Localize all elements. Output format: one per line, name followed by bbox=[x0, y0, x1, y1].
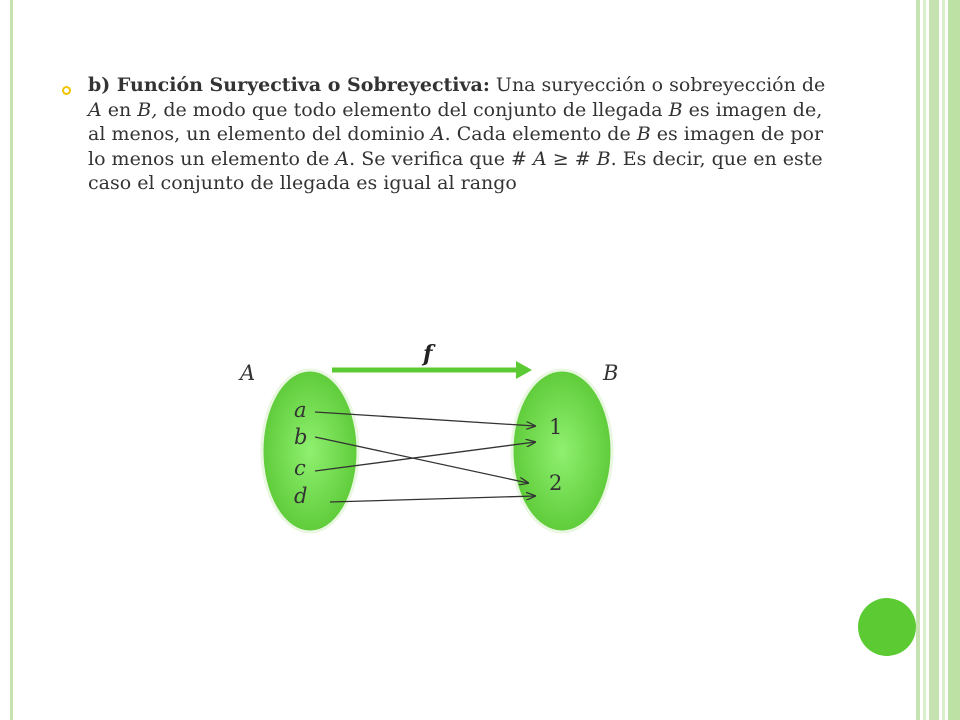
text-segment: # A ≥ # B bbox=[511, 147, 611, 170]
set-b-ellipse bbox=[512, 370, 612, 532]
text-segment: B, bbox=[137, 98, 158, 121]
set-b-label: B bbox=[603, 361, 619, 385]
text-segment: es imagen de por lo menos un elemento de bbox=[88, 123, 824, 170]
text-segment: B bbox=[668, 98, 683, 121]
element-1: 1 bbox=[549, 415, 563, 439]
text-segment: A bbox=[88, 98, 102, 121]
text-segment: B bbox=[636, 123, 651, 145]
element-c: c bbox=[294, 456, 306, 480]
element-2: 2 bbox=[549, 471, 563, 495]
text-segment: A bbox=[335, 147, 350, 170]
text-segment: A bbox=[430, 123, 445, 145]
text-segment: Una suryección o sobreyección de bbox=[489, 74, 826, 96]
set-a-label: A bbox=[240, 361, 256, 385]
definition-heading: b) Función Suryectiva o Sobreyectiva: bbox=[88, 74, 490, 96]
element-b: b bbox=[294, 425, 308, 449]
set-a-ellipse bbox=[262, 370, 358, 532]
function-label: f bbox=[423, 341, 433, 367]
text-segment: es imagen de, al menos, un elemento del dominio bbox=[88, 98, 823, 145]
element-d: d bbox=[294, 484, 308, 508]
text-segment: . Cada elemento de bbox=[444, 123, 637, 145]
text-segment: . Es decir, que en este caso el conjunto de llegada es igual al rango bbox=[88, 147, 823, 194]
element-a: a bbox=[294, 398, 307, 422]
text-segment: de modo que todo elemento del conjunto de llegada bbox=[157, 98, 669, 121]
text-segment: . Se verifica que bbox=[349, 147, 512, 170]
text-segment: en bbox=[101, 98, 138, 121]
decorative-green-circle bbox=[858, 598, 916, 656]
mapping-arrow-d-2 bbox=[330, 496, 535, 502]
